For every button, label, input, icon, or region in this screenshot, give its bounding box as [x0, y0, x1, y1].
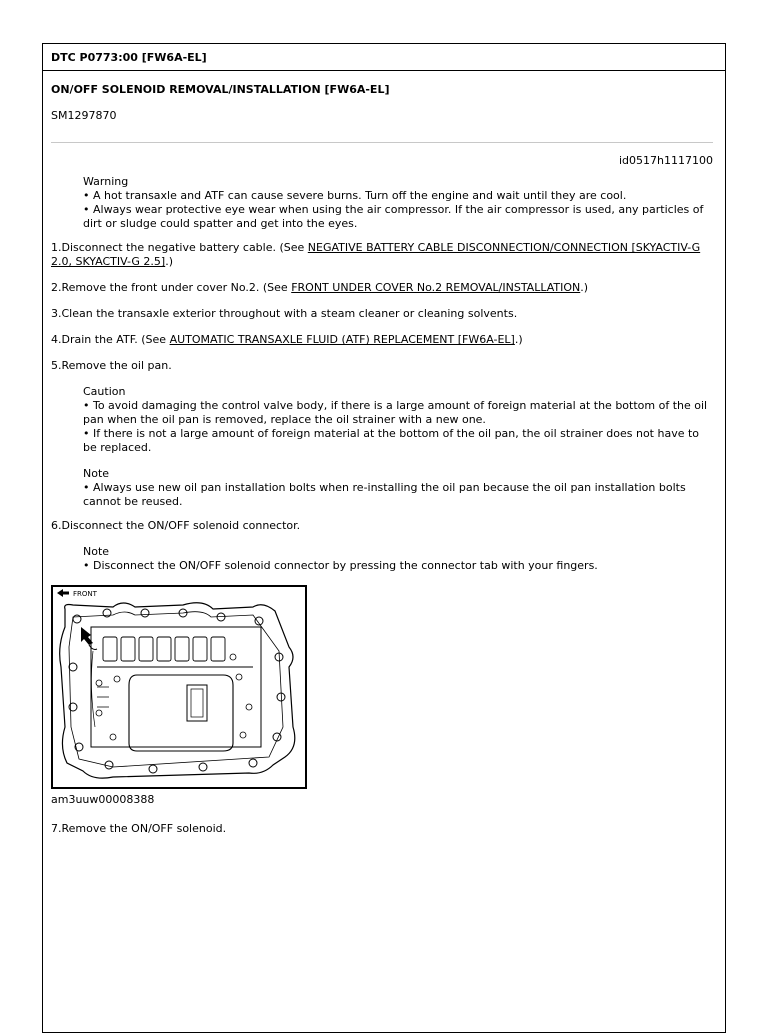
solenoids	[97, 637, 253, 667]
note-box-2	[83, 545, 713, 573]
step-1-text: 1.Disconnect the negative battery cable. (See	[51, 241, 308, 254]
content-area	[43, 83, 725, 836]
step-2-text: 2.Remove the front under cover No.2. (See	[51, 281, 292, 294]
caution-title: Caution	[83, 385, 126, 398]
note-title: Note	[83, 545, 110, 558]
step-4-text-end: .)	[514, 333, 523, 346]
note-item: • Disconnect the ON/OFF solenoid connector by pressing the connector tab with your fingers.	[83, 559, 598, 572]
warning-item: • A hot transaxle and ATF can cause severe burns. Turn off the engine and wait until they are cool.	[83, 189, 627, 202]
step-4	[51, 333, 713, 347]
step-5: 5.Remove the oil pan.	[51, 359, 172, 372]
link-negative-battery-cable[interactable]: NEGATIVE BATTERY CABLE DISCONNECTION/CONNECTION [SKYACTIV-G 2.0, SKYACTIV-G 2.5]	[51, 241, 701, 268]
step-3: 3.Clean the transaxle exterior throughout with a steam cleaner or cleaning solvents.	[51, 307, 518, 320]
separator	[51, 142, 713, 143]
caution-item: • To avoid damaging the control valve body, if there is a large amount of foreign material at the bottom of the oil pan when the oil pan is removed, replace the oil strainer with a new one.	[83, 399, 708, 426]
step-2	[51, 281, 713, 295]
bolts	[69, 609, 285, 773]
valve-body-illustration	[53, 587, 305, 787]
caution-item: • If there is not a large amount of foreign material at the bottom of the oil pan, the oil strainer does not have to be replaced.	[83, 427, 700, 454]
housing-outline	[60, 603, 295, 778]
document-frame	[42, 43, 726, 1033]
step-6: 6.Disconnect the ON/OFF solenoid connector.	[51, 519, 301, 532]
figure-caption: am3uuw00008388	[51, 793, 155, 806]
caution-box	[83, 385, 713, 455]
image-id: id0517h1117100	[619, 154, 713, 167]
sm-id: SM1297870	[51, 109, 117, 122]
oil-strainer	[129, 675, 233, 751]
housing-inner	[69, 612, 283, 767]
step-1	[51, 241, 713, 269]
note-box-1	[83, 467, 713, 509]
link-atf-replacement[interactable]: AUTOMATIC TRANSAXLE FLUID (ATF) REPLACEMENT [FW6A-EL]	[169, 333, 515, 346]
step-2-text-end: .)	[580, 281, 589, 294]
procedure-title: ON/OFF SOLENOID REMOVAL/INSTALLATION [FW6A-EL]	[51, 83, 390, 96]
link-front-under-cover[interactable]: FRONT UNDER COVER No.2 REMOVAL/INSTALLATION	[291, 281, 581, 294]
control-valve-body	[91, 627, 261, 747]
step-4-text: 4.Drain the ATF. (See	[51, 333, 170, 346]
step-1-text-end: .)	[165, 255, 173, 268]
front-label: FRONT	[73, 590, 97, 598]
dtc-header: DTC P0773:00 [FW6A-EL]	[43, 44, 725, 71]
note-item: • Always use new oil pan installation bolts when re-installing the oil pan because the oil pan installation bolts cannot be reused.	[83, 481, 686, 508]
step-7: 7.Remove the ON/OFF solenoid.	[51, 822, 227, 835]
front-arrow-icon	[57, 589, 69, 597]
figure-valve-body	[51, 585, 307, 789]
warning-item: • Always wear protective eye wear when using the air compressor. If the air compressor is used, any particles of dirt or sludge could spatter and get into the eyes.	[83, 203, 704, 230]
note-title: Note	[83, 467, 110, 480]
warning-box	[83, 175, 713, 231]
warning-title: Warning	[83, 175, 129, 188]
